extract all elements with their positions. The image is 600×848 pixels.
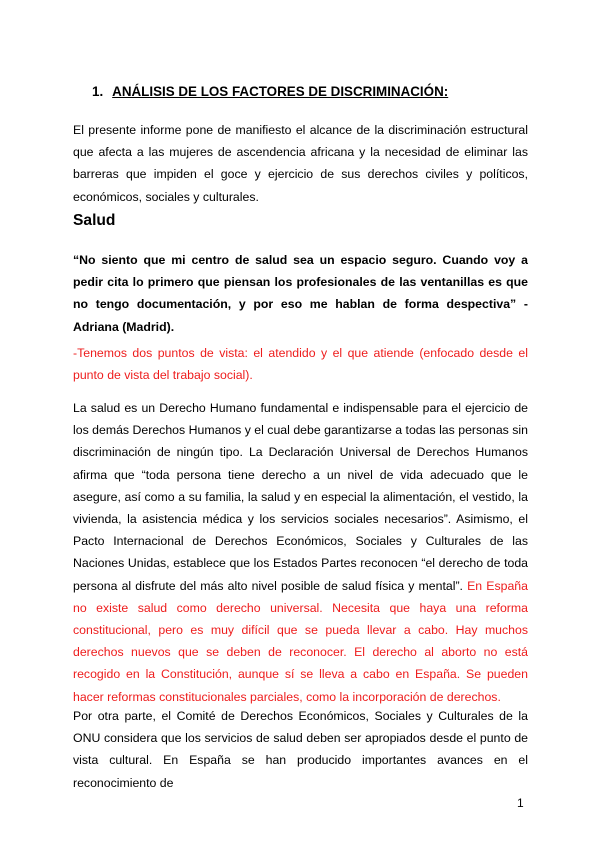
body-paragraph-highlight: En España no existe salud como derecho universal. Necesita que haya una reforma constitucional, pero es muy difícil que se pueda llevar a cabo. Hay muchos derechos nuevos que se deben de reconocer. El derecho al aborto no está recogido en la Constitución, aunque sí se lleva a cabo en España. Se pueden hacer reformas constitucionales parciales, como la incorporación de derechos. xyxy=(73,578,528,704)
section-heading xyxy=(92,84,448,100)
intro-paragraph: El presente informe pone de manifiesto el alcance de la discriminación estructural que afecta a las mujeres de ascendencia africana y la necesidad de eliminar las barreras que impiden el goce y ejercicio de sus derechos civiles y políticos, económicos, sociales y culturales. xyxy=(73,123,528,204)
section-title-salud: Salud xyxy=(73,212,116,229)
annotation-note: -Tenemos dos puntos de vista: el atendido y el que atiende (enfocado desde el punto de vista del trabajo social). xyxy=(73,346,528,383)
last-paragraph: Por otra parte, el Comité de Derechos Económicos, Sociales y Culturales de la ONU considera que los servicios de salud deben ser apropiados desde el punto de vista cultural. En España se han producido importantes avances en el reconocimiento de xyxy=(73,709,528,790)
heading-title: ANÁLISIS DE LOS FACTORES DE DISCRIMINACIÓN: xyxy=(112,84,449,99)
testimony-quote: “No siento que mi centro de salud sea un espacio seguro. Cuando voy a pedir cita lo primero que piensan los profesionales de las ventanillas es que no tengo documentación, y por eso me hablan de forma despectiva” - Adriana (Madrid). xyxy=(73,253,528,334)
page-number: 1 xyxy=(517,796,524,810)
heading-number: 1. xyxy=(92,84,104,99)
body-paragraph xyxy=(73,397,528,708)
body-paragraph-text: La salud es un Derecho Humano fundamental e indispensable para el ejercicio de los demás Derechos Humanos y el cual debe garantizarse a todas las personas sin discriminación de ningún tipo. La Declaración Universal de Derechos Humanos afirma que “toda persona tiene derecho a un nivel de vida adecuado que le asegure, así como a su familia, la salud y en especial la alimentación, el vestido, la vivienda, la asistencia médica y los servicios sociales necesarios”. Asimismo, el Pacto Internacional de Derechos Económicos, Sociales y Culturales de las Naciones Unidas, establece que los Estados Partes reconocen “el derecho de toda persona al disfrute del más alto nivel posible de salud física y mental”. xyxy=(73,401,528,593)
